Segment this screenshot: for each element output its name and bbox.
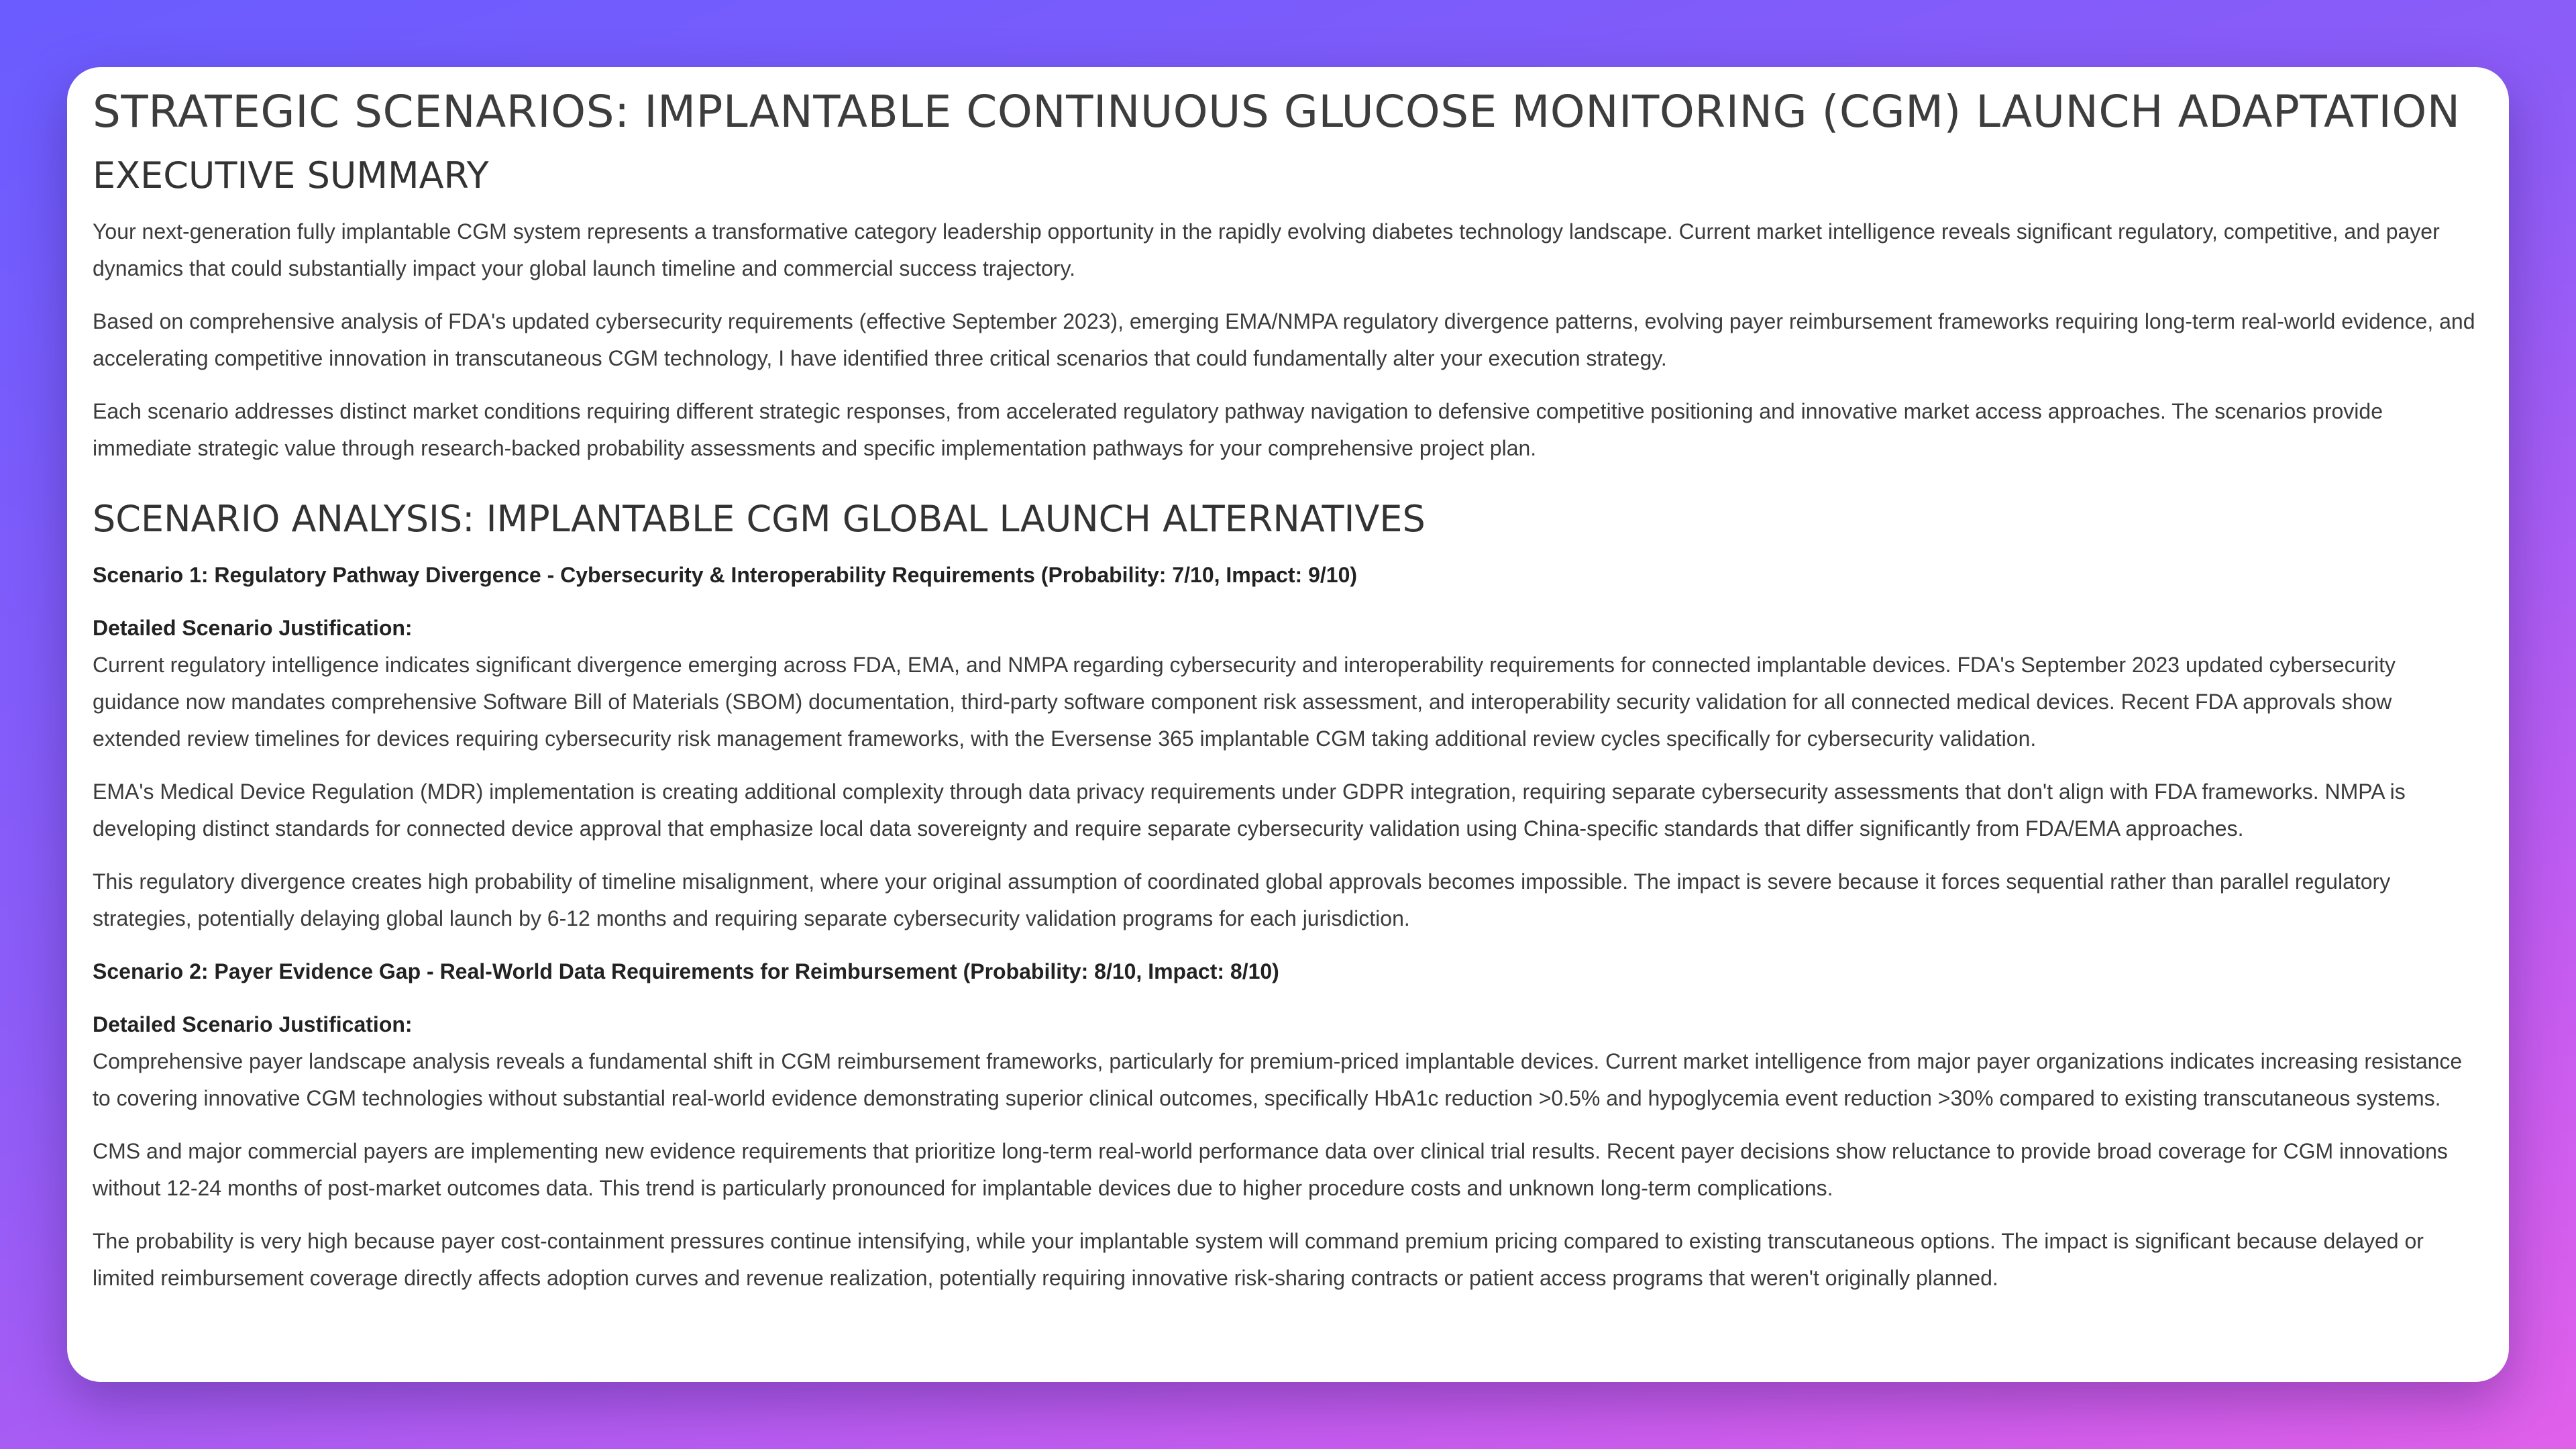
executive-summary-heading: EXECUTIVE SUMMARY (93, 154, 489, 197)
document-card (67, 67, 2509, 1382)
justification-label: Detailed Scenario Justification: (93, 616, 413, 640)
scenario-2-justification (93, 1006, 2483, 1117)
summary-paragraph: Based on comprehensive analysis of FDA's updated cybersecurity requirements (effective September 2023), emerging EMA/NMPA regulatory divergence patterns, evolving payer reimbursement frameworks requiring long-term real-world evidence, and accelerating competitive innovation in transcutaneous CGM technology, I have identified three critical scenarios that could fundamentally alter your execution strategy. (93, 309, 2475, 370)
scenario-1-paragraph-text: Current regulatory intelligence indicates significant divergence emerging across FDA, EMA, and NMPA regarding cybersecurity and interoperability requirements for connected implantable devices. FDA's September 2023 updated cybersecurity guidance now mandates comprehensive Software Bill of Materials (SBOM) documentation, third-party software component risk assessment, and interoperability security validation for all connected medical devices. Recent FDA approvals show extended review timelines for devices requiring cybersecurity risk management frameworks, with the Eversense 365 implantable CGM taking additional review cycles specifically for cybersecurity validation. (93, 653, 2396, 751)
scenario-2-paragraph: The probability is very high because payer cost-containment pressures continue intensifying, while your implantable system will command premium pricing compared to existing transcutaneous options. The impact is significant because delayed or limited reimbursement coverage directly affects adoption curves and revenue realization, potentially requiring innovative risk-sharing contracts or patient access programs that weren't originally planned. (93, 1229, 2424, 1290)
scenario-2-paragraph: CMS and major commercial payers are implementing new evidence requirements that prioritize long-term real-world performance data over clinical trial results. Recent payer decisions show reluctance to provide broad coverage for CGM innovations without 12-24 months of post-market outcomes data. This trend is particularly pronounced for implantable devices due to higher procedure costs and unknown long-term complications. (93, 1139, 2448, 1200)
justification-label: Detailed Scenario Justification: (93, 1012, 413, 1036)
scenario-2-heading: Scenario 2: Payer Evidence Gap - Real-World Data Requirements for Reimbursement (Probability: 8/10, Impact: 8/10) (93, 959, 1279, 983)
scenario-2-paragraph-text: Comprehensive payer landscape analysis reveals a fundamental shift in CGM reimbursement frameworks, particularly for premium-priced implantable devices. Current market intelligence from major payer organizations indicates increasing resistance to covering innovative CGM technologies without substantial real-world evidence demonstrating superior clinical outcomes, specifically HbA1c reduction >0.5% and hypoglycemia event reduction >30% compared to existing transcutaneous systems. (93, 1049, 2463, 1110)
scenario-1-heading: Scenario 1: Regulatory Pathway Divergence - Cybersecurity & Interoperability Requirements (Probability: 7/10, Impact: 9/10) (93, 563, 1358, 587)
summary-paragraph: Your next-generation fully implantable CGM system represents a transformative category leadership opportunity in the rapidly evolving diabetes technology landscape. Current market intelligence reveals significant regulatory, competitive, and payer dynamics that could substantially impact your global launch timeline and commercial success trajectory. (93, 219, 2440, 280)
document-title: STRATEGIC SCENARIOS: IMPLANTABLE CONTINUOUS GLUCOSE MONITORING (CGM) LAUNCH ADAPTATION (93, 86, 2461, 138)
scenario-1-paragraph: This regulatory divergence creates high probability of timeline misalignment, where your original assumption of coordinated global approvals becomes impossible. The impact is severe because it forces sequential rather than parallel regulatory strategies, potentially delaying global launch by 6-12 months and requiring separate cybersecurity validation programs for each jurisdiction. (93, 869, 2391, 930)
summary-paragraph: Each scenario addresses distinct market conditions requiring different strategic responses, from accelerated regulatory pathway navigation to defensive competitive positioning and innovative market access approaches. The scenarios provide immediate strategic value through research-backed probability assessments and specific implementation pathways for your comprehensive project plan. (93, 399, 2383, 460)
scenario-1-justification (93, 610, 2483, 757)
scenario-1-paragraph: EMA's Medical Device Regulation (MDR) implementation is creating additional complexity through data privacy requirements under GDPR integration, requiring separate cybersecurity assessments that don't align with FDA frameworks. NMPA is developing distinct standards for connected device approval that emphasize local data sovereignty and require separate cybersecurity validation using China-specific standards that differ significantly from FDA/EMA approaches. (93, 780, 2406, 841)
scenario-analysis-heading: SCENARIO ANALYSIS: IMPLANTABLE CGM GLOBAL LAUNCH ALTERNATIVES (93, 498, 1426, 540)
